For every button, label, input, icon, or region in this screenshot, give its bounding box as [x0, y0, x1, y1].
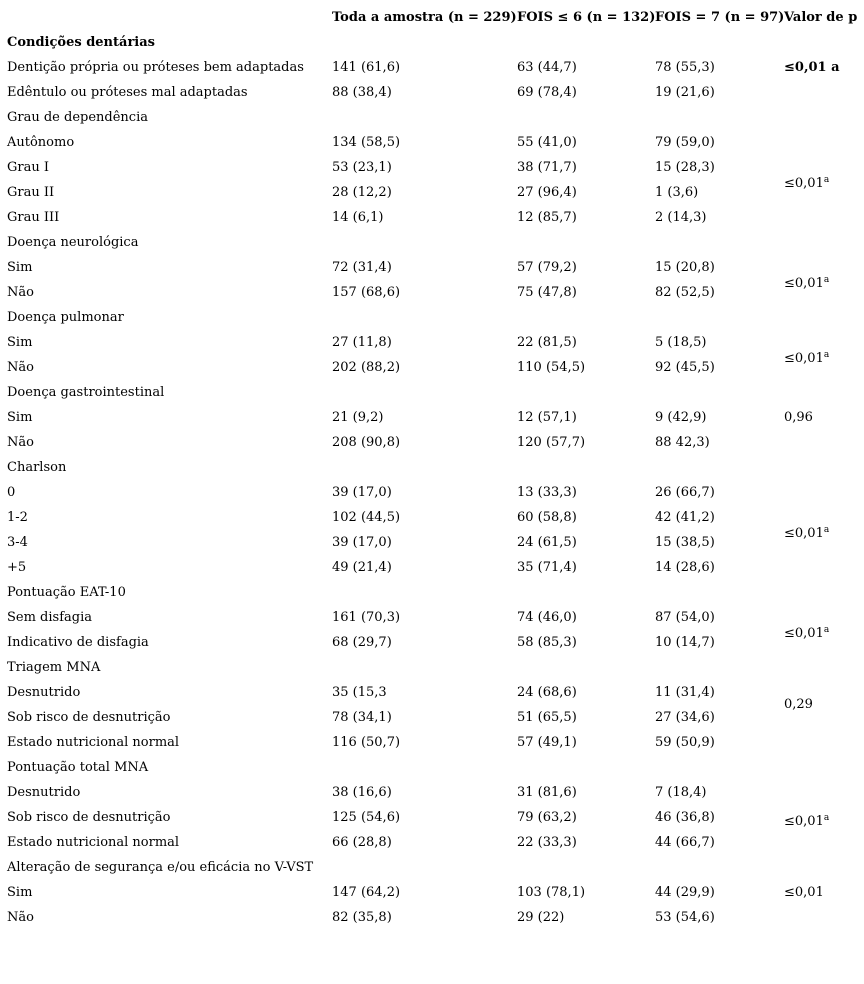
- table-row: [0, 480, 864, 505]
- p-value: [784, 172, 829, 192]
- row-label: Sob risco de desnutrição: [7, 810, 171, 825]
- cell-fois-7: 87 (54,0): [655, 610, 715, 625]
- table-row: [0, 455, 864, 480]
- cell-fois-le-6: 31 (81,6): [517, 785, 577, 800]
- cell-fois-7: 5 (18,5): [655, 335, 707, 350]
- row-label: Sim: [7, 410, 33, 425]
- cell-fois-le-6: 79 (63,2): [517, 810, 577, 825]
- cell-fois-7: 79 (59,0): [655, 135, 715, 150]
- cell-fois-le-6: 38 (71,7): [517, 160, 577, 175]
- row-label: Sim: [7, 885, 33, 900]
- row-label: Estado nutricional normal: [7, 835, 180, 850]
- cell-fois-7: 82 (52,5): [655, 285, 715, 300]
- cell-fois-le-6: 57 (49,1): [517, 735, 577, 750]
- table-row: [0, 755, 864, 780]
- cell-fois-le-6: 35 (71,4): [517, 560, 577, 575]
- row-label: Condições dentárias: [7, 35, 155, 50]
- cell-fois-7: 44 (66,7): [655, 835, 715, 850]
- cell-fois-7: 7 (18,4): [655, 785, 707, 800]
- cell-total-sample: 35 (15,3: [332, 685, 387, 700]
- table-row: [0, 105, 864, 130]
- cell-total-sample: 39 (17,0): [332, 535, 392, 550]
- cell-total-sample: 49 (21,4): [332, 560, 392, 575]
- table-row: [0, 430, 864, 455]
- p-value-text: ≤0,01 a: [784, 59, 840, 75]
- table-row: [0, 680, 864, 705]
- cell-fois-le-6: 103 (78,1): [517, 885, 586, 900]
- table-row: [0, 155, 864, 180]
- p-value: [784, 810, 829, 830]
- cell-fois-7: 15 (38,5): [655, 535, 715, 550]
- table-row: [0, 255, 864, 280]
- row-label: Grau II: [7, 185, 55, 200]
- cell-total-sample: 141 (61,6): [332, 60, 401, 75]
- cell-fois-7: 46 (36,8): [655, 810, 715, 825]
- p-value-footnote-mark: a: [823, 275, 830, 285]
- p-value: [784, 347, 829, 367]
- p-value-footnote-mark: a: [823, 812, 830, 823]
- cell-fois-le-6: 74 (46,0): [517, 610, 577, 625]
- row-label: Grau III: [7, 210, 60, 225]
- cell-total-sample: 147 (64,2): [332, 885, 401, 900]
- header-cell-fois-le-6: FOIS ≤ 6 (n = 132): [517, 10, 656, 25]
- table-row: [0, 630, 864, 655]
- table-row: [0, 830, 864, 855]
- table-row: [0, 230, 864, 255]
- cell-fois-le-6: 24 (61,5): [517, 535, 577, 550]
- cell-total-sample: 157 (68,6): [332, 285, 401, 300]
- table-row: [0, 855, 864, 880]
- cell-total-sample: 88 (38,4): [332, 85, 392, 100]
- row-label: Triagem MNA: [7, 660, 101, 675]
- cell-fois-7: 92 (45,5): [655, 360, 715, 375]
- table-row: [0, 580, 864, 605]
- table-row: [0, 305, 864, 330]
- cell-total-sample: 78 (34,1): [332, 710, 392, 725]
- row-label: Não: [7, 435, 34, 450]
- table-row: [0, 355, 864, 380]
- cell-fois-le-6: 29 (22): [517, 910, 565, 925]
- cell-fois-7: 53 (54,6): [655, 910, 715, 925]
- cell-fois-7: 44 (29,9): [655, 885, 715, 900]
- table-row: [0, 905, 864, 930]
- cell-fois-7: 88 42,3): [655, 435, 710, 450]
- cell-total-sample: 28 (12,2): [332, 185, 392, 200]
- cell-total-sample: 202 (88,2): [332, 360, 401, 375]
- table-header-row: [0, 5, 864, 30]
- row-label: Grau I: [7, 160, 49, 175]
- cell-fois-7: 15 (28,3): [655, 160, 715, 175]
- row-label: Autônomo: [7, 135, 75, 150]
- table-row: [0, 530, 864, 555]
- cell-total-sample: 14 (6,1): [332, 210, 384, 225]
- cell-total-sample: 39 (17,0): [332, 485, 392, 500]
- cell-fois-7: 26 (66,7): [655, 485, 715, 500]
- cell-total-sample: 82 (35,8): [332, 910, 392, 925]
- p-value-text: 0,29: [784, 697, 813, 712]
- row-label: Estado nutricional normal: [7, 735, 180, 750]
- p-value-text: ≤0,01: [784, 276, 824, 291]
- cell-fois-7: 15 (20,8): [655, 260, 715, 275]
- cell-fois-le-6: 24 (68,6): [517, 685, 577, 700]
- cell-fois-le-6: 12 (57,1): [517, 410, 577, 425]
- row-label: Não: [7, 910, 34, 925]
- cell-fois-le-6: 58 (85,3): [517, 635, 577, 650]
- cell-fois-le-6: 12 (85,7): [517, 210, 577, 225]
- p-value-footnote-mark: a: [823, 525, 830, 535]
- table-row: [0, 605, 864, 630]
- p-value: [784, 60, 840, 76]
- table-row: [0, 80, 864, 105]
- p-value-text: ≤0,01: [784, 526, 824, 541]
- cell-fois-le-6: 22 (81,5): [517, 335, 577, 350]
- row-label: Pontuação EAT-10: [7, 585, 126, 600]
- row-label: Sob risco de desnutrição: [7, 710, 171, 725]
- row-label: 0: [7, 485, 16, 500]
- table-row: [0, 705, 864, 730]
- row-label: Desnutrido: [7, 785, 81, 800]
- table-row: [0, 780, 864, 805]
- cell-fois-7: 11 (31,4): [655, 685, 715, 700]
- cell-total-sample: 161 (70,3): [332, 610, 401, 625]
- row-label: Doença pulmonar: [7, 310, 124, 325]
- cell-fois-7: 42 (41,2): [655, 510, 715, 525]
- cell-fois-7: 2 (14,3): [655, 210, 707, 225]
- cell-fois-le-6: 120 (57,7): [517, 435, 586, 450]
- cell-total-sample: 116 (50,7): [332, 735, 401, 750]
- cell-fois-le-6: 27 (96,4): [517, 185, 577, 200]
- cell-total-sample: 134 (58,5): [332, 135, 401, 150]
- p-value: [784, 697, 813, 713]
- table-row: [0, 655, 864, 680]
- table-row: [0, 505, 864, 530]
- row-label: Sim: [7, 335, 33, 350]
- table-row: [0, 30, 864, 55]
- cell-fois-le-6: 22 (33,3): [517, 835, 577, 850]
- cell-total-sample: 38 (16,6): [332, 785, 392, 800]
- cell-fois-le-6: 63 (44,7): [517, 60, 577, 75]
- row-label: Desnutrido: [7, 685, 81, 700]
- cell-total-sample: 208 (90,8): [332, 435, 401, 450]
- row-label: Doença neurológica: [7, 235, 139, 250]
- row-label: Sim: [7, 260, 33, 275]
- row-label: +5: [7, 560, 27, 575]
- row-label: 1-2: [7, 510, 28, 525]
- p-value: [784, 622, 829, 642]
- cell-fois-le-6: 69 (78,4): [517, 85, 577, 100]
- table-row: [0, 380, 864, 405]
- table-row: [0, 330, 864, 355]
- p-value: [784, 410, 813, 426]
- cell-fois-le-6: 55 (41,0): [517, 135, 577, 150]
- cell-total-sample: 27 (11,8): [332, 335, 392, 350]
- cell-total-sample: 68 (29,7): [332, 635, 392, 650]
- row-label: Grau de dependência: [7, 110, 148, 125]
- header-cell-p-value: Valor de p: [784, 10, 858, 25]
- p-value: [784, 885, 824, 901]
- p-value-text: ≤0,01: [784, 813, 824, 829]
- cell-total-sample: 125 (54,6): [332, 810, 401, 825]
- p-value-footnote-mark: a: [823, 175, 830, 185]
- cell-fois-7: 9 (42,9): [655, 410, 707, 425]
- row-label: Não: [7, 285, 34, 300]
- cell-total-sample: 66 (28,8): [332, 835, 392, 850]
- cell-fois-le-6: 60 (58,8): [517, 510, 577, 525]
- row-label: Pontuação total MNA: [7, 760, 149, 775]
- row-label: Doença gastrointestinal: [7, 385, 165, 400]
- p-value-text: ≤0,01: [784, 351, 824, 366]
- cell-total-sample: 102 (44,5): [332, 510, 401, 525]
- table-row: [0, 555, 864, 580]
- table-row: [0, 280, 864, 305]
- cell-fois-le-6: 110 (54,5): [517, 360, 586, 375]
- cell-fois-7: 19 (21,6): [655, 85, 715, 100]
- cell-total-sample: 21 (9,2): [332, 410, 384, 425]
- table-row: [0, 405, 864, 430]
- table-row: [0, 205, 864, 230]
- p-value-text: 0,96: [784, 409, 813, 425]
- cell-fois-7: 27 (34,6): [655, 710, 715, 725]
- p-value: [784, 522, 829, 542]
- p-value-text: ≤0,01: [784, 176, 824, 191]
- table-row: [0, 805, 864, 830]
- cell-fois-le-6: 13 (33,3): [517, 485, 577, 500]
- cell-fois-7: 59 (50,9): [655, 735, 715, 750]
- row-label: Charlson: [7, 460, 67, 475]
- row-label: Alteração de segurança e/ou eficácia no V-VST: [7, 860, 314, 875]
- p-value-footnote-mark: a: [823, 350, 830, 360]
- table-row: [0, 180, 864, 205]
- cell-fois-le-6: 75 (47,8): [517, 285, 577, 300]
- table-row: [0, 55, 864, 80]
- cell-fois-7: 1 (3,6): [655, 185, 699, 200]
- header-cell-fois-7: FOIS = 7 (n = 97): [655, 10, 785, 25]
- cell-fois-le-6: 57 (79,2): [517, 260, 577, 275]
- row-label: Edêntulo ou próteses mal adaptadas: [7, 85, 248, 100]
- p-value-text: ≤0,01: [784, 626, 824, 641]
- row-label: Sem disfagia: [7, 610, 93, 625]
- cell-fois-le-6: 51 (65,5): [517, 710, 577, 725]
- row-label: Indicativo de disfagia: [7, 635, 149, 650]
- p-value-text: ≤0,01: [784, 884, 824, 900]
- p-value-footnote-mark: a: [823, 625, 830, 635]
- cell-fois-7: 14 (28,6): [655, 560, 715, 575]
- cell-fois-7: 78 (55,3): [655, 60, 715, 75]
- row-label: Não: [7, 360, 34, 375]
- row-label: Dentição própria ou próteses bem adaptadas: [7, 60, 304, 75]
- cell-total-sample: 53 (23,1): [332, 160, 392, 175]
- p-value: [784, 272, 829, 292]
- table-row: [0, 130, 864, 155]
- cell-total-sample: 72 (31,4): [332, 260, 392, 275]
- header-cell-total-sample: Toda a amostra (n = 229): [332, 10, 517, 25]
- row-label: 3-4: [7, 535, 28, 550]
- table-row: [0, 730, 864, 755]
- table-row: [0, 880, 864, 905]
- cell-fois-7: 10 (14,7): [655, 635, 715, 650]
